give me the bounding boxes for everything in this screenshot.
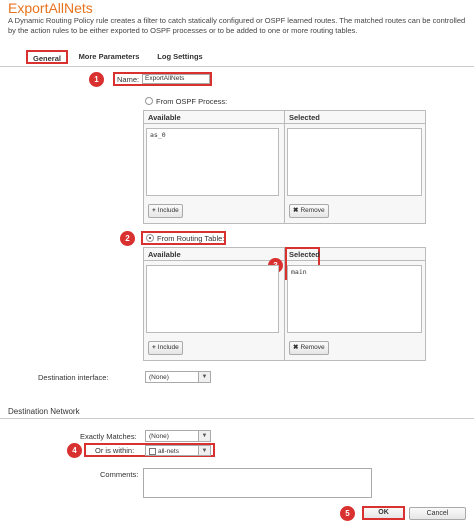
or-within-label: Or is within:	[95, 446, 135, 455]
select-value: all-nets	[158, 448, 179, 455]
list-item[interactable]: main	[291, 268, 307, 276]
remove-label: Remove	[300, 344, 325, 351]
select-value: (None)	[149, 433, 169, 440]
select-value: (None)	[149, 374, 169, 381]
comments-label: Comments:	[100, 470, 139, 479]
destination-interface-label: Destination interface:	[38, 373, 109, 382]
comments-textarea[interactable]	[143, 468, 372, 498]
tab-general[interactable]	[26, 50, 68, 64]
ospf-include-button[interactable]	[148, 204, 183, 218]
ospf-panel-divider	[284, 110, 285, 224]
name-input[interactable]: ExportAllNets	[142, 74, 210, 84]
or-within-select[interactable]	[145, 445, 211, 456]
tab-bar	[0, 48, 474, 67]
callout-1: 1	[89, 72, 104, 87]
routing-selected-list[interactable]	[287, 265, 422, 333]
routing-available-header: Available	[148, 250, 181, 259]
routing-include-button[interactable]	[148, 341, 183, 355]
page-title: ExportAllNets	[8, 0, 93, 16]
chevron-down-icon: ▼	[198, 431, 210, 441]
ok-button[interactable]: OK	[362, 506, 405, 520]
callout-5: 5	[340, 506, 355, 521]
exactly-matches-label: Exactly Matches:	[80, 432, 137, 441]
name-label: Name:	[117, 75, 140, 84]
list-item[interactable]: as_0	[150, 131, 166, 139]
plus-icon: +	[152, 207, 156, 214]
destination-network-title: Destination Network	[8, 407, 80, 416]
section-divider	[0, 418, 474, 419]
ospf-selected-list[interactable]	[287, 128, 422, 196]
tab-label: More Parameters	[78, 52, 140, 61]
ospf-selected-header: Selected	[289, 113, 320, 122]
tab-log-settings[interactable]	[152, 50, 208, 64]
x-icon: ✖	[293, 344, 299, 351]
tab-label: General	[33, 54, 61, 63]
plus-icon: +	[152, 344, 156, 351]
ospf-remove-button[interactable]	[289, 204, 329, 218]
network-icon	[149, 448, 156, 455]
ospf-radio-label: From OSPF Process:	[156, 97, 228, 106]
destination-interface-select[interactable]	[145, 371, 211, 383]
cancel-button[interactable]: Cancel	[409, 507, 466, 520]
ospf-available-list[interactable]	[146, 128, 279, 196]
callout-2: 2	[120, 231, 135, 246]
page-description: A Dynamic Routing Policy rule creates a filter to catch statically configured or OSPF learned routes. The matched routes can be controlled by the action rules to be either exported to OSPF processes or to be added to one or more routing tables.	[8, 16, 466, 35]
routing-remove-button[interactable]	[289, 341, 329, 355]
chevron-down-icon: ▼	[198, 446, 210, 455]
tab-label: Log Settings	[157, 52, 203, 61]
callout-4: 4	[67, 443, 82, 458]
routing-table-radio[interactable]	[146, 234, 154, 242]
x-icon: ✖	[293, 207, 299, 214]
ospf-available-header: Available	[148, 113, 181, 122]
chevron-down-icon: ▼	[198, 372, 210, 382]
include-label: Include	[157, 344, 179, 351]
remove-label: Remove	[300, 207, 325, 214]
routing-selected-header: Selected	[289, 250, 320, 259]
ospf-radio[interactable]	[145, 97, 153, 105]
routing-available-list[interactable]	[146, 265, 279, 333]
include-label: Include	[157, 207, 179, 214]
routing-table-radio-label: From Routing Table:	[157, 234, 225, 243]
tab-more-parameters[interactable]	[76, 50, 142, 64]
exactly-matches-select[interactable]	[145, 430, 211, 442]
